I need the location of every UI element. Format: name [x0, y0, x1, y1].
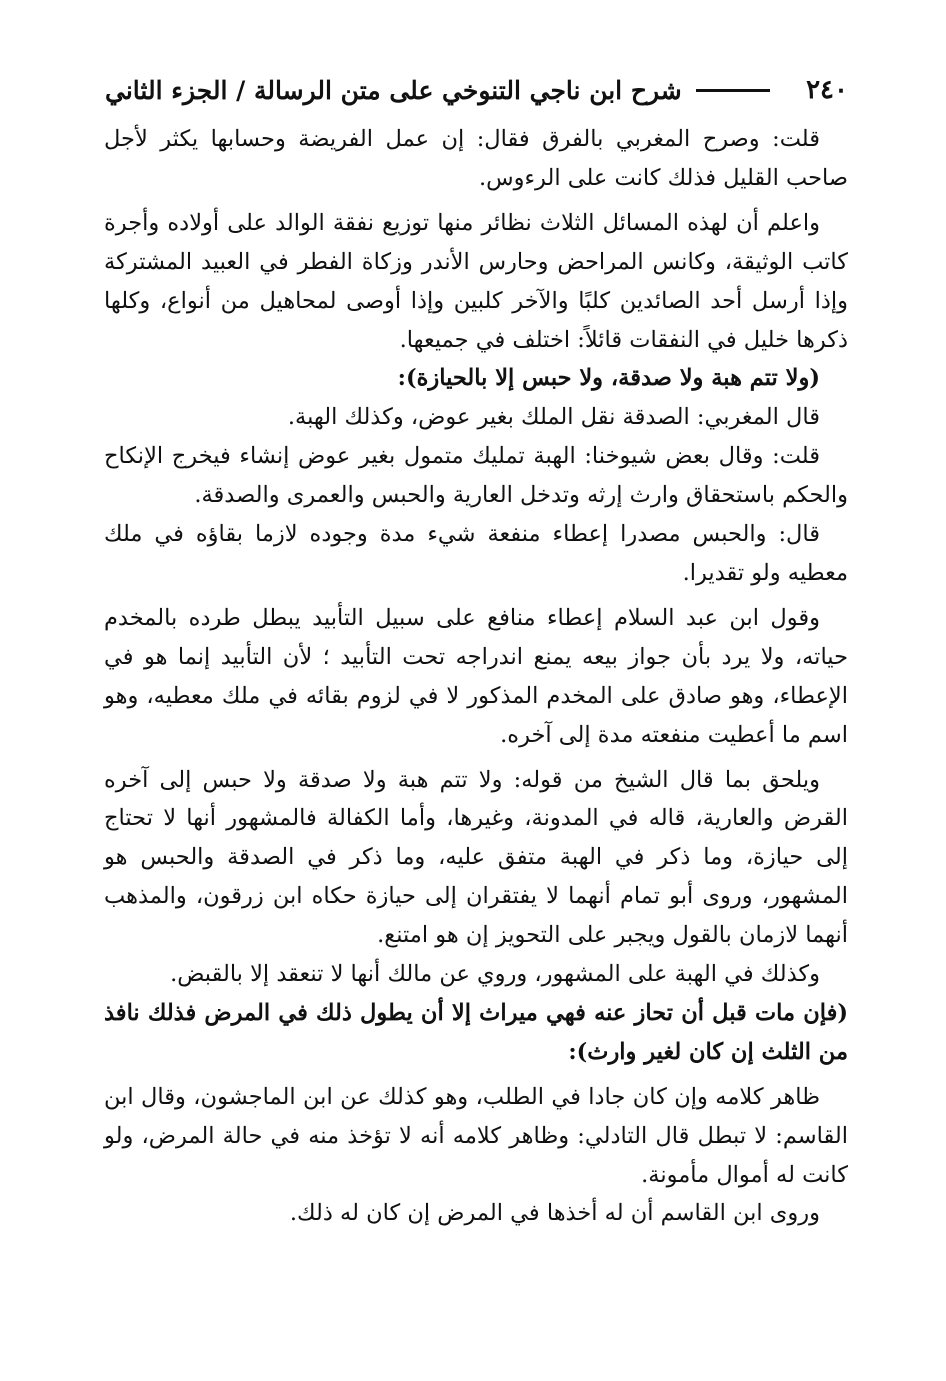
- paragraph-8: وكذلك في الهبة على المشهور، وروي عن مالك أنها لا تنعقد إلا بالقبض.: [170, 961, 820, 988]
- paragraph-2: واعلم أن لهذه المسائل الثلاث نظائر منها توزيع نفقة الوالد على أولاده وأجرة كاتب الوثيقة، وكانس المراحض وحارس الأندر وزكاة الفطر في العبيد المشتركة وإذا أرسل أحد الصائدين كلبًا والآخر كلبين وإذا أوصى لمحاهيل من أنواع، وكلها ذكرها خليل في النفقات قائلاً: اختلف في جميعها.: [104, 209, 848, 353]
- running-title: شرح ابن ناجي التنوخي على متن الرسالة / الجزء الثاني: [105, 75, 682, 105]
- paragraph-5: قال: والحبس مصدرا إعطاء منفعة شيء مدة وجوده لازما بقاؤه في ملك معطيه ولو تقديرا.: [104, 521, 848, 586]
- page-header: [105, 68, 848, 112]
- page-number: ٢٤٠: [806, 75, 848, 105]
- paragraph-3: قال المغربي: الصدقة نقل الملك بغير عوض، وكذلك الهبة.: [287, 404, 820, 431]
- paragraph-1: قلت: وصرح المغربي بالفرق فقال: إن عمل الفريضة وحسابها يكثر لأجل صاحب القليل فذلك كانت على الرءوس.: [104, 126, 848, 191]
- paragraph-6: وقول ابن عبد السلام إعطاء منافع على سبيل التأبيد يبطل طرده بالمخدم حياته، ولا يرد بأن جواز بيعه يمنع اندراجه تحت التأبيد ؛ لأن التأبيد إنما هو في الإعطاء، وهو صادق على المخدم المذكور لا في لزوم بقائه في ملك معطيه، وهو اسم ما أعطيت منفعته مدة إلى آخره.: [104, 604, 848, 748]
- paragraph-7: ويلحق بما قال الشيخ من قوله: ولا تتم هبة ولا صدقة ولا حبس إلى آخره القرض والعارية، قاله في المدونة، وغيرها، وأما الكفالة فالمشهور أنها لا تحتاج إلى حيازة، وما ذكر في الهبة متفق عليه، وما ذكر في الصدقة والحبس هو المشهور، وروى أبو تمام أنهما لا يفتقران إلى حيازة حكاه ابن زرقون، والمذهب أنهما لازمان بالقول ويجبر على التحويز إن هو امتنع.: [104, 766, 848, 949]
- paragraph-10: وروى ابن القاسم أن له أخذها في المرض إن كان له ذلك.: [289, 1200, 820, 1227]
- page-body: [104, 120, 848, 1233]
- matn-heading-2: (فإن مات قبل أن تحاز عنه فهي ميراث إلا أن يطول ذلك في المرض فذلك نافذ من الثلث إن كان لغير وارث):: [104, 999, 848, 1065]
- matn-heading-1: (ولا تتم هبة ولا صدقة، ولا حبس إلا بالحيازة):: [397, 365, 820, 392]
- paragraph-9: ظاهر كلامه وإن كان جادا في الطلب، وهو كذلك عن ابن الماجشون، وقال ابن القاسم: لا تبطل قال التادلي: وظاهر كلامه أنه لا تؤخذ منه في حالة المرض، ولو كانت له أموال مأمونة.: [104, 1083, 848, 1188]
- paragraph-4: قلت: وقال بعض شيوخنا: الهبة تمليك متمول بغير عوض إنشاء فيخرج الإنكاح والحكم باستحقاق وارث إرثه وتدخل العارية والحبس والعمرى والصدقة.: [104, 443, 848, 509]
- header-rule: [696, 89, 770, 92]
